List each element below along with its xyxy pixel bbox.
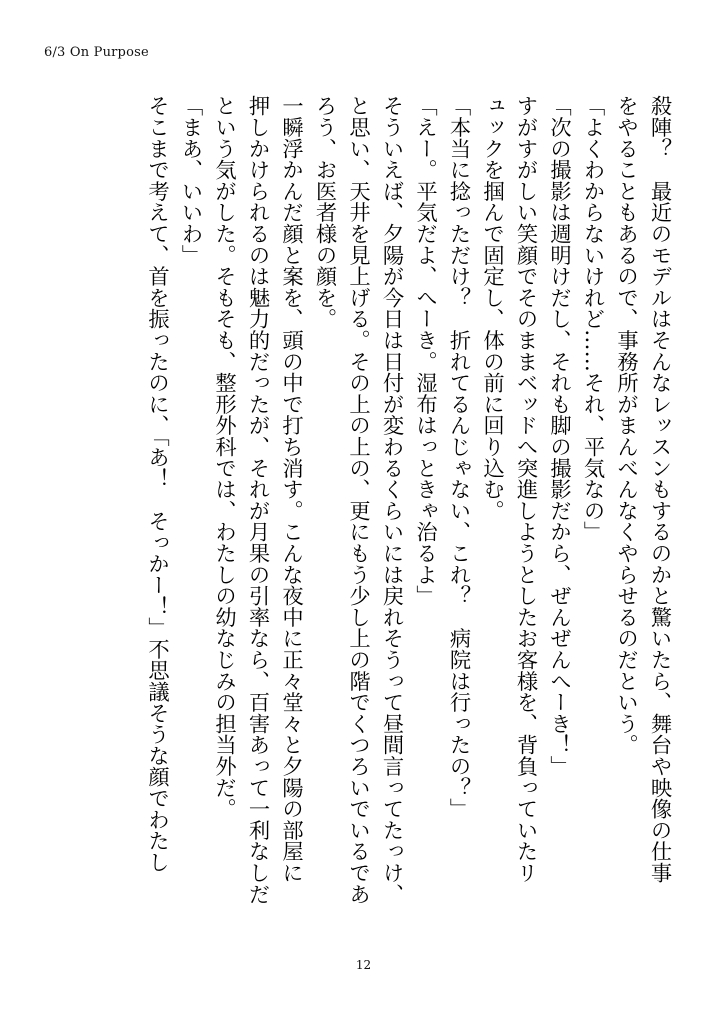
running-header: 6/3 On Purpose	[44, 45, 149, 60]
page-number: 12	[355, 958, 372, 972]
text-line: すがすがしい笑顔でそのままベッドへ突進しようとしたお客様を、背負っていたリ	[513, 95, 538, 884]
text-line: 「本当に捻っただけ？ 折れてるんじゃない、これ？ 病院は行ったの？」	[446, 95, 471, 820]
text-line: 「次の撮影は週明けだし、それも脚の撮影だから、ぜんぜんへーき！」	[546, 95, 572, 777]
text-line: ュックを掴んで固定し、体の前に回り込む。	[479, 95, 505, 521]
text-line: 「よくわからないけれど……それ、平気なの」	[580, 95, 605, 543]
text-line: 殺陣？ 最近のモデルはそんなレッスンもするのかと驚いたら、舞台や映像の仕事	[647, 95, 672, 884]
text-line: という気がした。そもそも、整形外科では、わたしの幼なじみの担当外だ。	[211, 95, 237, 820]
text-line: そういえば、夕陽が今日は日付が変わるくらいには戻れそうって昼間言ってたっけ、	[379, 95, 404, 905]
text-line: と思い、天井を見上げる。その上の上の、更にもう少し上の階でくつろいでいるであ	[345, 95, 371, 905]
text-line: ろう、お医者様の顔を。	[312, 95, 337, 330]
text-line: 「えー。平気だよ、へーき。湿布はっときゃ治るよ」	[412, 95, 438, 607]
text-line: 一瞬浮かんだ顔と案を、頭の中で打ち消す。こんな夜中に正々堂々と夕陽の部屋に	[278, 95, 304, 884]
text-line: 押しかけられるのは魅力的だったが、それが月果の引率なら、百害あって一利なしだ	[245, 95, 270, 905]
text-line: をやることもあるので、事務所がまんべんなくやらせるのだという。	[613, 95, 639, 756]
text-line: そこまで考えて、首を振ったのに、「あ！ そっかー！」不思議そうな顔でわたし	[144, 95, 170, 873]
vertical-body-text	[96, 95, 676, 935]
text-line: 「まあ、いいわ」	[178, 95, 203, 266]
